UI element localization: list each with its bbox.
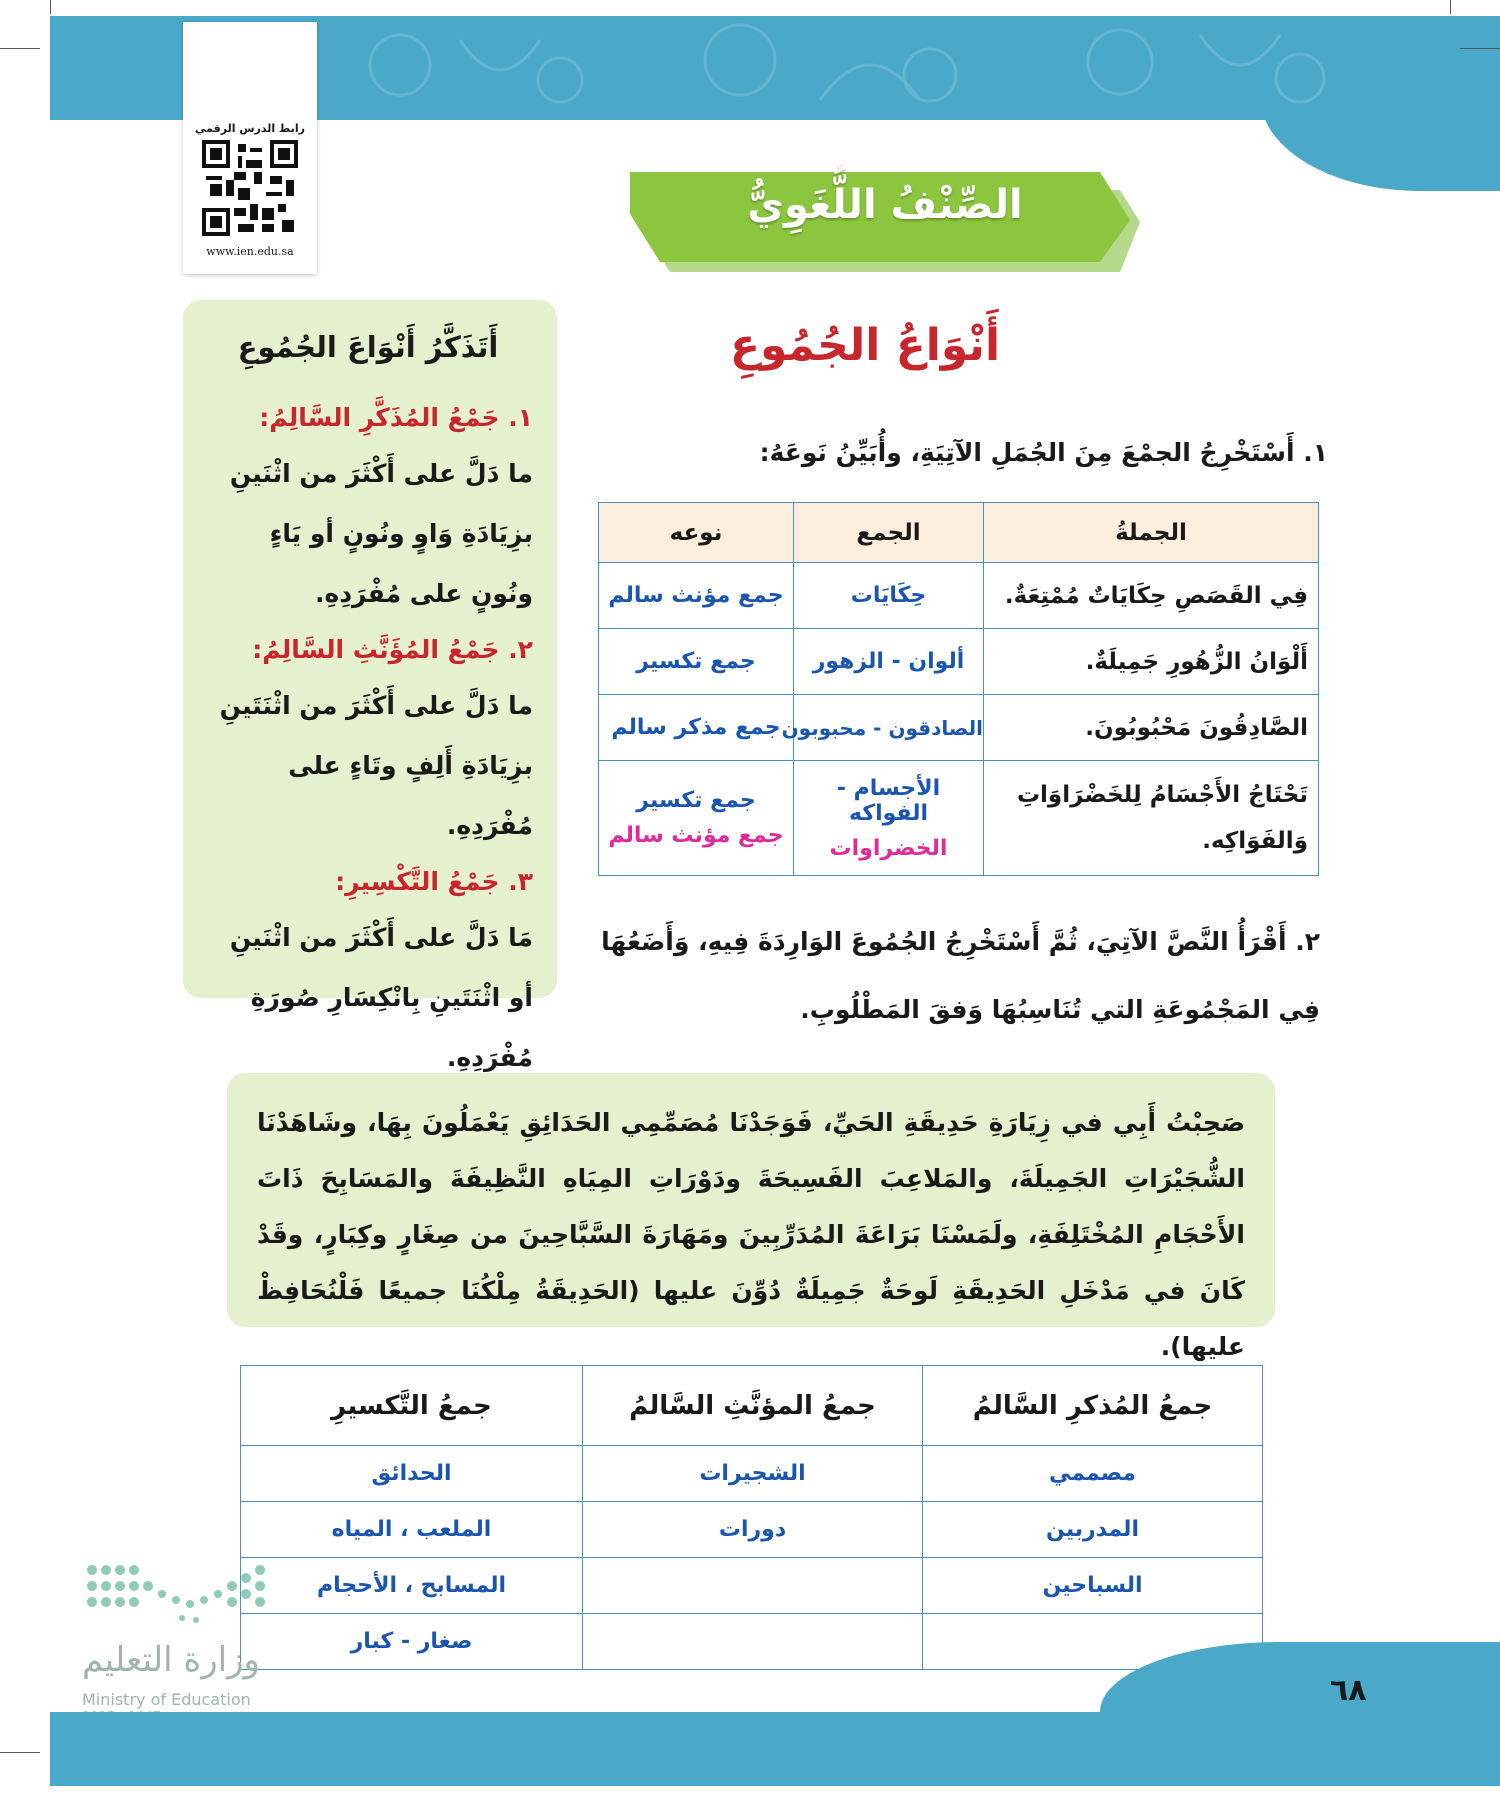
header-broken-plural: جمعُ التَّكسيرِ (241, 1366, 583, 1446)
table-header-row (599, 503, 1319, 563)
sentence-cell: فِي القَصَصِ حِكَايَاتٌ مُمْتِعَةٌ. (984, 563, 1319, 629)
plural-cell (794, 629, 984, 695)
question-2-table (240, 1365, 1263, 1670)
reminder-item-head: ٣. جَمْعُ التَّكْسِيرِ: (335, 867, 533, 896)
page-number: ٦٨ (1330, 1673, 1367, 1708)
plural-cell (794, 563, 984, 629)
answer-cell: دورات (583, 1502, 923, 1558)
sentence-cell: تَحْتَاجُ الأَجْسَامُ لِلخَضْرَاوَاتِ وَالفَوَاكِه. (984, 761, 1319, 876)
reminder-box (183, 300, 557, 1072)
header-pattern (320, 20, 1490, 115)
plural-cell (794, 761, 984, 876)
qr-card[interactable] (183, 22, 317, 274)
answer-cell: السباحين (923, 1558, 1263, 1614)
type-cell (599, 695, 794, 761)
answer-cell: صغار - كبار (241, 1614, 583, 1670)
question-1-table (598, 502, 1319, 876)
crop-mark (50, 0, 51, 14)
sentence-cell: الصَّادِقُونَ مَحْبُوبُونَ. (984, 695, 1319, 761)
table-row (599, 761, 1319, 876)
reminder-item-head: ٢. جَمْعُ المُؤَنَّثِ السَّالِمُ: (252, 635, 533, 664)
reminder-item-text: ما دَلَّ على أَكْثَرَ من اثْنَينِ بزِيَادَةِ وَاوٍ ونُونٍ أو يَاءٍ ونُونٍ على مُفْرَدِهِ. (229, 459, 533, 608)
lesson-title: أَنْوَاعُ الجُمُوعِ (729, 320, 1001, 371)
type-answer-2: جمع مؤنث سالم (608, 823, 784, 848)
type-cell (599, 629, 794, 695)
ministry-name-english: Ministry of Education (82, 1690, 251, 1709)
header-masculine-plural: جمعُ المُذكرِ السَّالمُ (923, 1366, 1263, 1446)
type-cell (599, 761, 794, 876)
plural-answer-2: الخضراوات (829, 835, 948, 861)
answer-cell: المسابح ، الأحجام (241, 1558, 583, 1614)
reminder-item-text: مَا دَلَّ على أَكْثَرَ من اثْنَينِ أو اثْنَتَينِ بِانْكِسَارِ صُورَةِ مُفْرَدِهِ. (229, 923, 533, 1072)
crop-mark (1450, 0, 1451, 14)
plural-answer: الصادقون - محبوبون (781, 715, 983, 740)
header-type: نوعه (599, 503, 794, 563)
table-row (599, 629, 1319, 695)
table-row (241, 1614, 1263, 1670)
question-1: ١. أَسْتَخْرِجُ الجمْعَ مِنَ الجُمَلِ الآتِيَةِ، وأُبَيِّنُ نَوعَهُ: (759, 438, 1328, 467)
sentence-cell: أَلْوَانُ الزُّهُورِ جَمِيلَةٌ. (984, 629, 1319, 695)
question-2: ٢. أَقْرَأُ النَّصَّ الآتِيَ، ثُمَّ أَسْتَخْرِجُ الجُمُوعَ الوَارِدَةَ فِيهِ، وَأَضَعُهَا فِي المَجْمُوعَةِ التي تُنَاسِبُهَا وَفقَ المَطْلُوبِ. (601, 927, 1320, 1024)
answer-cell (583, 1614, 923, 1670)
answer-cell: الملعب ، المياه (241, 1502, 583, 1558)
crop-mark (0, 1752, 40, 1753)
type-answer: جمع مؤنث سالم (608, 583, 784, 608)
answer-cell: الشجيرات (583, 1446, 923, 1502)
table-row (599, 695, 1319, 761)
reading-passage: صَحِبْتُ أَبِي في زِيَارَةِ حَدِيقَةِ الحَيِّ، فَوَجَدْنَا مُصَمِّمِي الحَدَائِقِ يَعْمَلُونَ بِهَا، وشَاهَدْنَا الشُّجَيْرَاتِ الجَمِيلَةَ، والمَلاعِبَ الفَسِيحَةَ ودَوْرَاتِ المِيَاهِ النَّظِيفَةَ والمَسَابِحَ ذَاتَ الأَحْجَامِ المُخْتَلِفَةِ، ولَمَسْنَا بَرَاعَةَ المُدَرِّبِينَ ومَهَارَةَ السَّبَّاحِينَ من صِغَارٍ وكِبَارٍ، وقَدْ كَانَ في مَدْخَلِ الحَدِيقَةِ لَوحَةٌ جَمِيلَةٌ دُوِّنَ عليها (الحَدِيقَةُ مِلْكُنَا جميعًا فَلْنُحَافِظْ عليها). (227, 1073, 1275, 1327)
header-feminine-plural: جمعُ المؤنَّثِ السَّالمُ (583, 1366, 923, 1446)
type-answer: جمع مذكر سالم (611, 715, 781, 740)
table-row (241, 1502, 1263, 1558)
type-answer: جمع تكسير (636, 649, 756, 674)
table-header-row (241, 1366, 1263, 1446)
reminder-item-head: ١. جَمْعُ المُذَكَّرِ السَّالِمُ: (259, 403, 533, 432)
plural-answer: ألوان - الزهور (812, 649, 965, 674)
plural-answer: حِكَايَات (850, 583, 927, 608)
crop-mark (0, 48, 40, 49)
ministry-name-arabic: وزارة التعليم (82, 1640, 260, 1680)
qr-code-icon[interactable] (202, 140, 298, 236)
answer-cell: مصممي (923, 1446, 1263, 1502)
type-answer: جمع تكسير (636, 788, 756, 813)
reminder-title: أَتَذَكَّرُ أَنْوَاعَ الجُمُوعِ (237, 330, 499, 364)
footer-band (50, 1712, 1500, 1786)
table-row (241, 1446, 1263, 1502)
header-plural: الجمع (794, 503, 984, 563)
answer-cell: المدربين (923, 1502, 1263, 1558)
type-cell (599, 563, 794, 629)
answer-cell (583, 1558, 923, 1614)
reminder-item-text: ما دَلَّ على أَكْثَرَ من اثْنَتَينِ بزِيَادَةِ أَلِفٍ وتَاءٍ على مُفْرَدِهِ. (219, 691, 533, 840)
section-ribbon (630, 160, 1140, 278)
plural-answer: الأجسام - الفواكه (836, 775, 941, 826)
ministry-logo (82, 1560, 282, 1720)
table-row (599, 563, 1319, 629)
section-title: الصِّنْفُ اللُّغَوِيُّ (747, 182, 1023, 228)
table-row (241, 1558, 1263, 1614)
crop-mark (1460, 48, 1500, 49)
qr-label: رابط الدرس الرقمي (195, 122, 305, 135)
answer-cell: الحدائق (241, 1446, 583, 1502)
header-sentence: الجملةُ (984, 503, 1319, 563)
qr-url[interactable]: www.ien.edu.sa (206, 245, 294, 258)
plural-cell (781, 695, 984, 761)
ministry-dots-icon (82, 1560, 272, 1632)
